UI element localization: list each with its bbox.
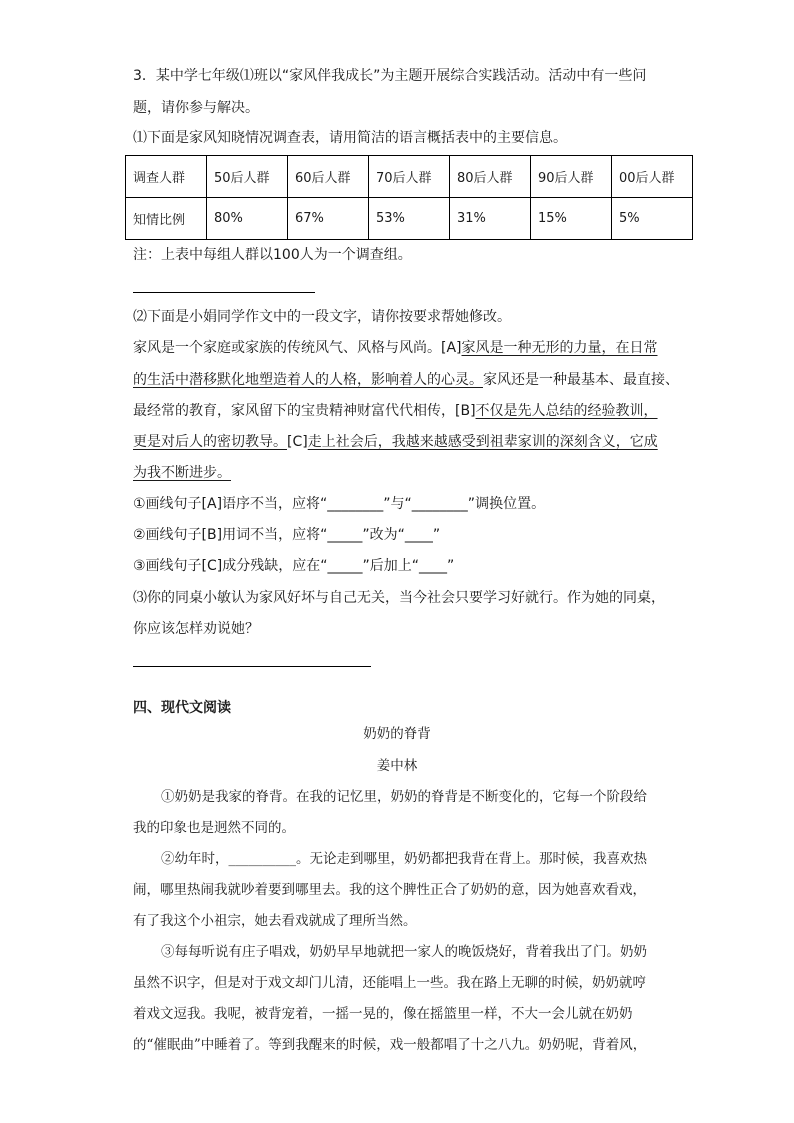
answer-line[interactable] [133,666,371,667]
article-title: 奶奶的脊背 [363,726,431,742]
underlined-sentence-b: 不仅是先人总结的经验教训， [475,403,658,419]
q3-intro-line1: 3．某中学七年级⑴班以“家风伴我成长”为主题开展综合实践活动。活动中有一些问 [133,68,647,84]
question-a: ①画线句子[A]语序不当，应将“________”与“________”调换位置。 [133,496,546,512]
plain-text: 家风是一个家庭或家族的传统风气、风格与风尚。[A] [133,340,462,356]
survey-table [125,155,693,240]
paragraph-line [133,370,679,390]
article-paragraph-line: ①奶奶是我家的脊背。在我的记忆里，奶奶的脊背是不断变化的，它每一个阶段给 [161,789,647,805]
article-paragraph-line: 着戏文逗我。我呢，被背宠着，一摇一晃的，像在摇篮里一样，不大一会儿就在奶奶 [133,1006,633,1022]
table-note: 注：上表中每组人群以100人为一个调查组。 [133,247,412,263]
paragraph-line [133,338,658,358]
q3-intro-line2: 题，请你参与解决。 [133,100,259,116]
article-paragraph-line: 虽然不识字，但是对于戏文却门儿清，还能唱上一些。我在路上无聊的时候，奶奶就哼 [133,975,646,991]
table-cell: 5% [612,198,693,240]
plain-text: 最经常的教育，家风留下的宝贵精神财富代代相传，[B] [133,403,476,419]
table-cell: 调查人群 [126,156,207,198]
paragraph-line [133,463,231,483]
section-heading: 四、现代文阅读 [133,700,231,716]
table-cell: 15% [531,198,612,240]
article-paragraph-line: ③每每听说有庄子唱戏，奶奶早早地就把一家人的晚饭烧好，背着我出了门。奶奶 [161,944,647,960]
q3-sub2: ⑵下面是小娟同学作文中的一段文字，请你按要求帮她修改。 [133,309,511,325]
table-row [126,156,693,198]
table-cell: 80% [207,198,288,240]
table-cell: 31% [450,198,531,240]
table-cell: 00后人群 [612,156,693,198]
table-cell: 90后人群 [531,156,612,198]
plain-text: [C] [287,434,308,450]
underlined-sentence-a: 的生活中潜移默化地塑造着人的人格，影响着人的心灵。 [133,372,483,388]
article-author: 姜中林 [376,758,418,774]
underlined-sentence-c: 走上社会后，我越来越感受到祖辈家训的深刻含义，它成 [307,434,658,450]
question-b: ②画线句子[B]用词不当，应将“_____”改为“____” [133,527,441,543]
table-cell: 50后人群 [207,156,288,198]
paragraph-line [133,401,658,421]
underlined-sentence-a: 家风是一种无形的力量，在日常 [461,340,658,356]
underlined-sentence-c: 为我不断进步。 [133,465,231,481]
article-paragraph-line: ②幼年时，__________。无论走到哪里，奶奶都把我背在背上。那时候，我喜欢热 [161,851,647,867]
article-paragraph-line: 闹，哪里热闹我就吵着要到哪里去。我的这个脾性正合了奶奶的意，因为她喜欢看戏， [133,882,646,898]
table-cell: 70后人群 [369,156,450,198]
article-paragraph-line: 有了我这个小祖宗，她去看戏就成了理所当然。 [133,913,417,929]
q3-sub3-line2: 你应该怎样劝说她？ [133,621,259,637]
article-paragraph-line: 我的印象也是迥然不同的。 [133,820,295,836]
table-cell: 53% [369,198,450,240]
q3-sub1: ⑴下面是家风知晓情况调查表，请用简洁的语言概括表中的主要信息。 [133,130,567,146]
table-cell: 80后人群 [450,156,531,198]
question-c: ③画线句子[C]成分残缺，应在“_____”后加上“____” [133,558,455,574]
underlined-sentence-b: 更是对后人的密切教导。 [133,434,287,450]
article-paragraph-line: 的“催眠曲”中睡着了。等到我醒来的时候，戏一般都唱了十之八九。奶奶呢，背着风， [133,1037,647,1053]
answer-line[interactable] [133,292,315,293]
table-row [126,198,693,240]
paragraph-line [133,432,658,452]
table-cell: 67% [288,198,369,240]
table-cell: 60后人群 [288,156,369,198]
q3-sub3-line1: ⑶你的同桌小敏认为家风好坏与自己无关，当今社会只要学习好就行。作为她的同桌， [133,590,665,606]
table-cell: 知情比例 [126,198,207,240]
plain-text: 家风还是一种最基本、最直接、 [483,372,679,388]
